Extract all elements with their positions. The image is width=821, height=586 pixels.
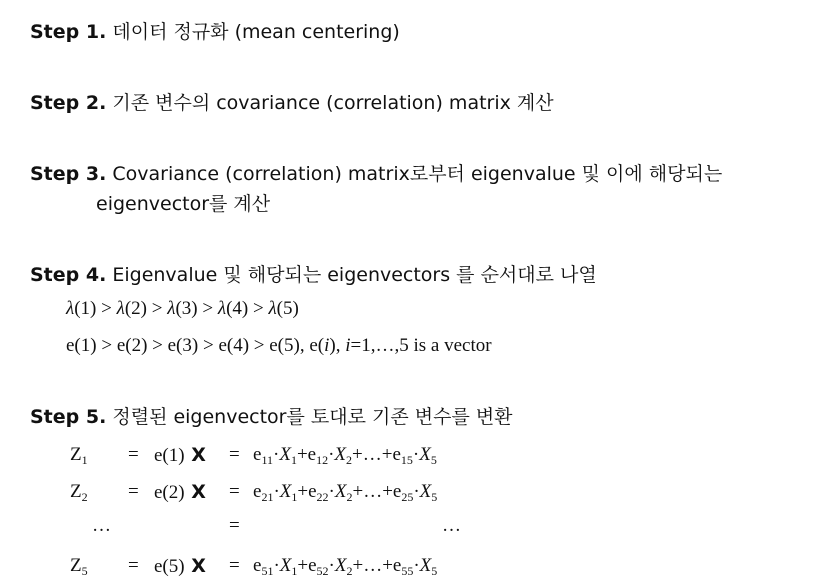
z-variable: Z [70, 444, 82, 465]
coefficient: e [392, 481, 402, 502]
lambda-5: (5) [276, 298, 299, 319]
coefficient-index: 55 [401, 564, 414, 578]
gt: > [147, 335, 168, 356]
variable-index: 2 [346, 453, 353, 467]
equation-lhs [70, 480, 88, 504]
variable-index: 5 [431, 490, 438, 504]
dot-operator: · [273, 481, 280, 502]
plus-operator: + [296, 444, 308, 465]
ellipsis-right: … [442, 515, 461, 536]
equals-sign: = [229, 555, 240, 576]
step-5 [30, 405, 513, 429]
coefficient-index: 12 [316, 453, 329, 467]
index-range: =1,…,5 is a vector [350, 335, 492, 356]
step-5-label: Step 5. [30, 406, 107, 428]
lambda-3: (3) [175, 298, 198, 319]
dot-operator: · [413, 555, 420, 576]
eigenvalue-order [66, 297, 299, 321]
term [253, 555, 297, 576]
plus-operator: + [352, 481, 364, 502]
coefficient: e [253, 481, 262, 502]
coefficient: e [307, 444, 317, 465]
z-variable: Z [70, 481, 82, 502]
coefficient-index: 11 [261, 453, 273, 467]
step-2-text: 기존 변수의 covariance (correlation) matrix 계산 [112, 92, 554, 114]
step-3-text-line2: eigenvector를 계산 [96, 193, 271, 215]
coefficient: e [308, 555, 317, 576]
term [253, 481, 297, 502]
z-index: 1 [81, 453, 88, 467]
dot-operator: · [328, 481, 335, 502]
variable: X [279, 555, 292, 576]
plus-operator: + [382, 555, 393, 576]
plus-operator: + [381, 444, 393, 465]
gt: > [198, 335, 219, 356]
term [393, 481, 437, 502]
plus-operator: + [297, 481, 309, 502]
gt: > [147, 298, 168, 319]
dot-operator: · [412, 444, 420, 465]
variable: X [334, 555, 347, 576]
lambda-symbol: λ [116, 298, 125, 319]
term [308, 481, 352, 502]
term [308, 555, 352, 576]
coefficient-index: 52 [316, 564, 329, 578]
gt: > [197, 298, 218, 319]
variable: X [419, 444, 431, 465]
coefficient: e [392, 555, 402, 576]
term [393, 555, 437, 576]
term [392, 444, 436, 465]
e-general-close: ), [329, 335, 346, 356]
gt: > [248, 298, 269, 319]
dot-operator: · [273, 444, 280, 465]
coefficient: e [253, 555, 262, 576]
z-variable: Z [70, 555, 82, 576]
eigenvector: e(1) [154, 445, 185, 466]
gt: > [96, 298, 117, 319]
ellipsis: … [363, 481, 383, 502]
variable-index: 2 [346, 490, 353, 504]
equation-lhs [70, 443, 88, 467]
lambda-1: (1) [74, 298, 97, 319]
coefficient-index: 25 [401, 490, 414, 504]
coefficient-index: 15 [400, 453, 413, 467]
e-5: e(5) [269, 335, 300, 356]
variable-index: 1 [290, 453, 297, 467]
variable: X [419, 481, 432, 502]
equals-sign: = [128, 481, 139, 502]
coefficient-index: 21 [261, 490, 274, 504]
equals-sign: = [128, 444, 139, 465]
lambda-symbol: λ [167, 298, 176, 319]
coefficient-index: 22 [316, 490, 329, 504]
variable: X [279, 481, 292, 502]
e-1: e(1) [66, 335, 97, 356]
dot-operator: · [273, 555, 280, 576]
plus-operator: + [352, 444, 363, 465]
coefficient: e [308, 481, 317, 502]
lambda-2: (2) [124, 298, 147, 319]
equals-sign: = [229, 481, 240, 502]
index-i: i [324, 335, 330, 356]
equals-sign: = [229, 444, 240, 465]
variable-index: 1 [291, 490, 298, 504]
variable-index: 5 [430, 453, 437, 467]
step-5-text: 정렬된 eigenvector를 토대로 기존 변수를 변환 [112, 406, 513, 428]
equation-rhs [253, 554, 437, 578]
step-3 [30, 162, 722, 186]
step-3-text: Covariance (correlation) matrix로부터 eigenvalue 및 이에 해당되는 [112, 163, 723, 185]
ellipsis-left: … [92, 515, 111, 536]
variable: X [334, 444, 347, 465]
e-4: e(4) [218, 335, 250, 356]
gt: > [249, 335, 270, 356]
term [308, 444, 352, 465]
eigenvector-term [154, 554, 206, 579]
gt: > [96, 335, 117, 356]
eigenvector-term [154, 443, 206, 468]
step-4 [30, 263, 597, 287]
z-index: 5 [81, 564, 88, 578]
variable-index: 2 [346, 564, 353, 578]
variable: X [334, 481, 347, 502]
step-1-label: Step 1. [30, 21, 107, 43]
equals-sign: = [128, 555, 139, 576]
matrix-x: X [184, 444, 206, 466]
term [253, 444, 297, 465]
equation-rhs [253, 443, 437, 467]
ellipsis: … [363, 555, 383, 576]
matrix-x: X [184, 481, 206, 503]
eigenvector-order [66, 334, 492, 358]
index-i: i [345, 335, 351, 356]
coefficient-index: 51 [261, 564, 274, 578]
lambda-4: (4) [226, 298, 249, 319]
variable-index: 5 [431, 564, 438, 578]
plus-operator: + [352, 555, 364, 576]
z-index: 2 [81, 490, 88, 504]
dot-operator: · [328, 444, 335, 465]
e-general-open: , e( [299, 335, 325, 356]
equation-lhs [70, 554, 88, 578]
lambda-symbol: λ [268, 298, 277, 319]
step-1 [30, 20, 400, 44]
step-4-text: Eigenvalue 및 해당되는 eigenvectors 를 순서대로 나열 [112, 264, 597, 286]
dot-operator: · [328, 555, 335, 576]
dot-operator: · [413, 481, 420, 502]
e-3: e(3) [167, 335, 199, 356]
plus-operator: + [297, 555, 309, 576]
lambda-symbol: λ [66, 298, 75, 319]
step-2 [30, 91, 554, 115]
coefficient: e [253, 444, 262, 465]
equation-rhs [253, 480, 437, 504]
coefficient: e [392, 444, 401, 465]
lambda-symbol: λ [217, 298, 227, 319]
step-2-label: Step 2. [30, 92, 107, 114]
step-4-label: Step 4. [30, 264, 107, 286]
variable: X [419, 555, 432, 576]
variable: X [279, 444, 291, 465]
eigenvector: e(2) [154, 482, 185, 503]
eigenvector-term [154, 480, 206, 505]
step-3-continuation [96, 192, 270, 216]
variable-index: 1 [291, 564, 298, 578]
plus-operator: + [382, 481, 393, 502]
eigenvector: e(5) [154, 556, 185, 577]
ellipsis: … [362, 444, 382, 465]
e-2: e(2) [116, 335, 148, 356]
equals-sign: = [229, 515, 240, 536]
matrix-x: X [184, 555, 206, 577]
step-1-text: 데이터 정규화 (mean centering) [112, 21, 400, 43]
step-3-label: Step 3. [30, 163, 107, 185]
